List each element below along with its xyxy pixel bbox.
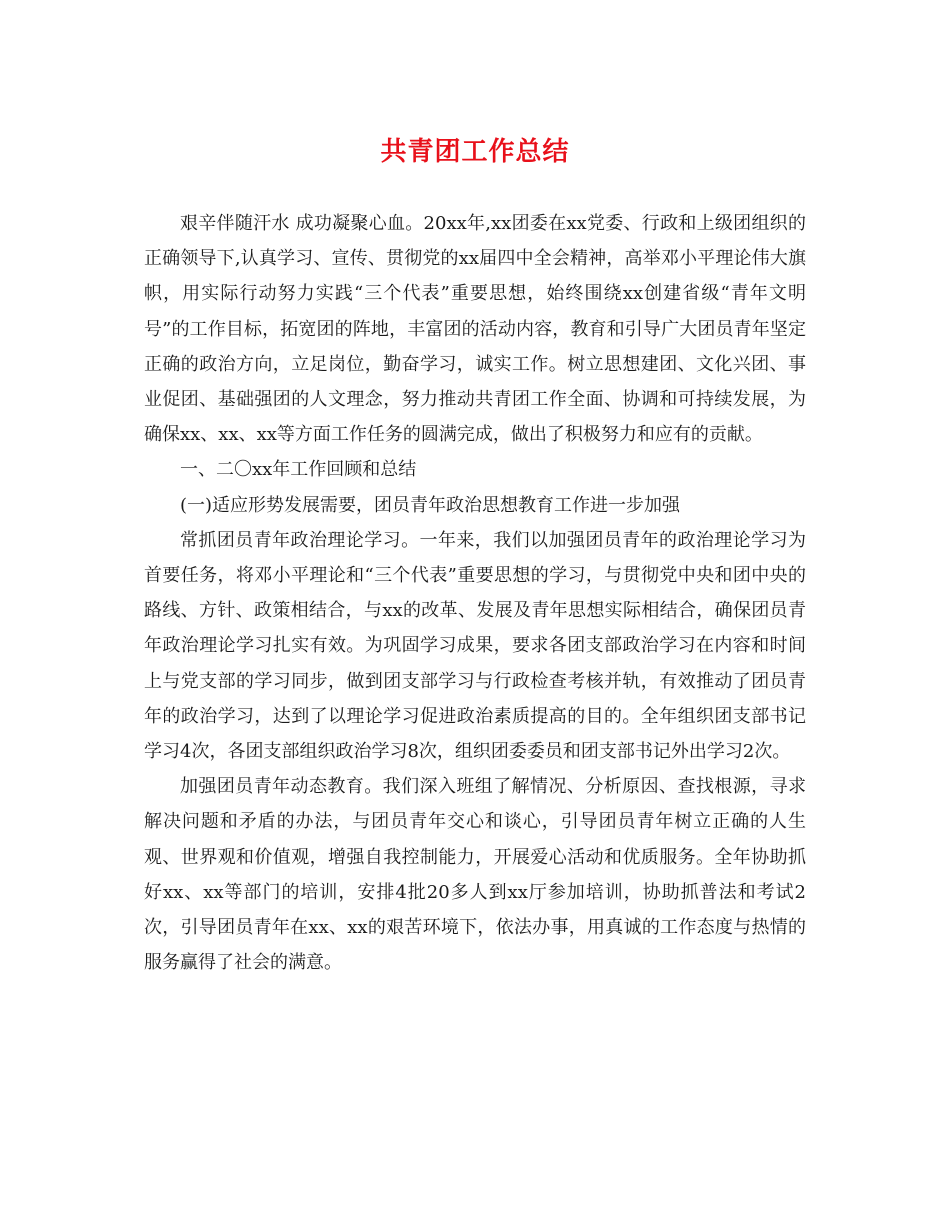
subsection-heading: (一)适应形势发展需要，团员青年政治思想教育工作进一步加强 <box>180 494 681 516</box>
dynamic-education-paragraph: 加强团员青年动态教育。我们深入班组了解情况、分析原因、查找根源，寻求解决问题和矛盾的办法，与团员青年交心和谈心，引导团员青年树立正确的人生观、世界观和价值观，增强自我控制能力，开展爱心活动和优质服务。全年协助抓好xx、xx等部门的培训，安排4批20多人到xx厅参加培训，协助抓普法和考试2次，引导团员青年在xx、xx的艰苦环境下，依法办事，用真诚的工作态度与热情的服务赢得了社会的满意。 <box>144 776 806 974</box>
theory-study-paragraph: 常抓团员青年政治理论学习。一年来，我们以加强团员青年的政治理论学习为首要任务，将邓小平理论和“三个代表”重要思想的学习，与贯彻党中央和团中央的路线、方针、政策相结合，与xx的改革、发展及青年思想实际相结合，确保团员青年政治理论学习扎实有效。为巩固学习成果，要求各团支部政治学习在内容和时间上与党支部的学习同步，做到团支部学习与行政检查考核并轨，有效推动了团员青年的政治学习，达到了以理论学习促进政治素质提高的目的。全年组织团支部书记学习4次，各团支部组织政治学习8次，组织团委委员和团支部书记外出学习2次。 <box>144 529 806 763</box>
section-heading: 一、二〇xx年工作回顾和总结 <box>180 459 417 481</box>
document-body <box>144 206 806 980</box>
intro-paragraph: 艰辛伴随汗水 成功凝聚心血。20xx年,xx团委在xx党委、行政和上级团组织的正确领导下,认真学习、宣传、贯彻党的xx届四中全会精神，高举邓小平理论伟大旗帜，用实际行动努力实践“三个代表”重要思想，始终围绕xx创建省级“青年文明号”的工作目标，拓宽团的阵地，丰富团的活动内容，教育和引导广大团员青年坚定正确的政治方向，立足岗位，勤奋学习，诚实工作。树立思想建团、文化兴团、事业促团、基础强团的人文理念，努力推动共青团工作全面、协调和可持续发展，为确保xx、xx、xx等方面工作任务的圆满完成，做出了积极努力和应有的贡献。 <box>144 213 806 446</box>
document-title: 共青团工作总结 <box>380 137 570 167</box>
